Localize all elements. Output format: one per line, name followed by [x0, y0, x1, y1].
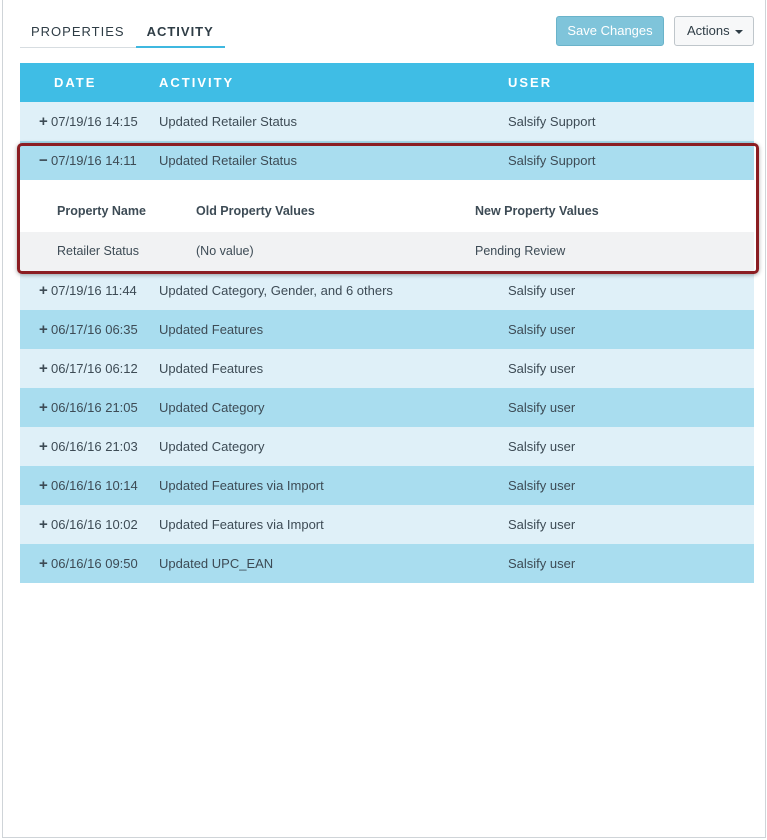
row-date: 06/17/16 06:12 — [51, 361, 138, 376]
table-row[interactable] — [20, 388, 754, 427]
table-header — [20, 63, 754, 102]
row-activity: Updated Features via Import — [159, 517, 324, 532]
row-date: 07/19/16 14:11 — [51, 153, 137, 168]
tab-activity[interactable]: ACTIVITY — [136, 14, 225, 48]
detail-new-value: Pending Review — [475, 244, 566, 258]
collapse-icon[interactable]: − — [39, 152, 48, 169]
row-activity: Updated UPC_EAN — [159, 556, 274, 571]
header-date[interactable]: DATE — [54, 75, 97, 90]
expand-icon[interactable]: + — [39, 321, 48, 338]
detail-row — [20, 232, 754, 271]
tab-bar — [20, 14, 225, 48]
detail-header-old-values: Old Property Values — [196, 204, 315, 218]
row-user: Salsify user — [508, 439, 576, 454]
activity-panel — [2, 0, 766, 838]
caret-down-icon — [735, 30, 743, 34]
table-row[interactable] — [20, 271, 754, 310]
activity-table — [20, 63, 754, 583]
expand-icon[interactable]: + — [39, 477, 48, 494]
detail-old-value: (No value) — [196, 244, 254, 258]
table-row[interactable] — [20, 427, 754, 466]
detail-property-name: Retailer Status — [57, 244, 139, 258]
row-activity: Updated Retailer Status — [159, 114, 298, 129]
row-date: 06/16/16 10:02 — [51, 517, 138, 532]
row-user: Salsify user — [508, 322, 576, 337]
row-user: Salsify Support — [508, 114, 596, 129]
actions-button[interactable] — [674, 16, 754, 46]
table-row[interactable] — [20, 349, 754, 388]
expand-icon[interactable]: + — [39, 438, 48, 455]
detail-header-property-name: Property Name — [57, 204, 146, 218]
row-date: 07/19/16 14:15 — [51, 114, 138, 129]
row-date: 06/16/16 21:05 — [51, 400, 138, 415]
row-activity: Updated Retailer Status — [159, 153, 298, 168]
row-date: 06/16/16 10:14 — [51, 478, 138, 493]
row-date: 06/17/16 06:35 — [51, 322, 138, 337]
table-row[interactable] — [20, 310, 754, 349]
row-user: Salsify user — [508, 400, 576, 415]
tab-properties[interactable]: PROPERTIES — [20, 14, 136, 48]
row-user: Salsify user — [508, 283, 576, 298]
row-user: Salsify Support — [508, 153, 596, 168]
table-row[interactable] — [20, 505, 754, 544]
row-user: Salsify user — [508, 556, 576, 571]
table-row[interactable] — [20, 466, 754, 505]
expand-icon[interactable]: + — [39, 360, 48, 377]
header-user[interactable]: USER — [508, 75, 553, 90]
row-activity: Updated Category — [159, 400, 265, 415]
row-date: 06/16/16 09:50 — [51, 556, 138, 571]
detail-header-new-values: New Property Values — [475, 204, 599, 218]
table-row[interactable] — [20, 102, 754, 141]
row-date: 07/19/16 11:44 — [51, 283, 137, 298]
table-row[interactable] — [20, 544, 754, 583]
row-user: Salsify user — [508, 517, 576, 532]
actions-label: Actions — [687, 23, 730, 38]
expand-icon[interactable]: + — [39, 399, 48, 416]
change-detail-panel — [20, 180, 754, 271]
save-changes-button[interactable]: Save Changes — [556, 16, 664, 46]
row-date: 06/16/16 21:03 — [51, 439, 138, 454]
row-activity: Updated Features — [159, 322, 264, 337]
row-activity: Updated Category, Gender, and 6 others — [159, 283, 393, 298]
row-activity: Updated Category — [159, 439, 265, 454]
expand-icon[interactable]: + — [39, 555, 48, 572]
row-activity: Updated Features via Import — [159, 478, 324, 493]
expand-icon[interactable]: + — [39, 113, 48, 130]
expand-icon[interactable]: + — [39, 516, 48, 533]
expand-icon[interactable]: + — [39, 282, 48, 299]
row-user: Salsify user — [508, 361, 576, 376]
row-activity: Updated Features — [159, 361, 264, 376]
table-row-expanded[interactable] — [20, 141, 754, 180]
row-user: Salsify user — [508, 478, 576, 493]
header-activity[interactable]: ACTIVITY — [159, 75, 235, 90]
